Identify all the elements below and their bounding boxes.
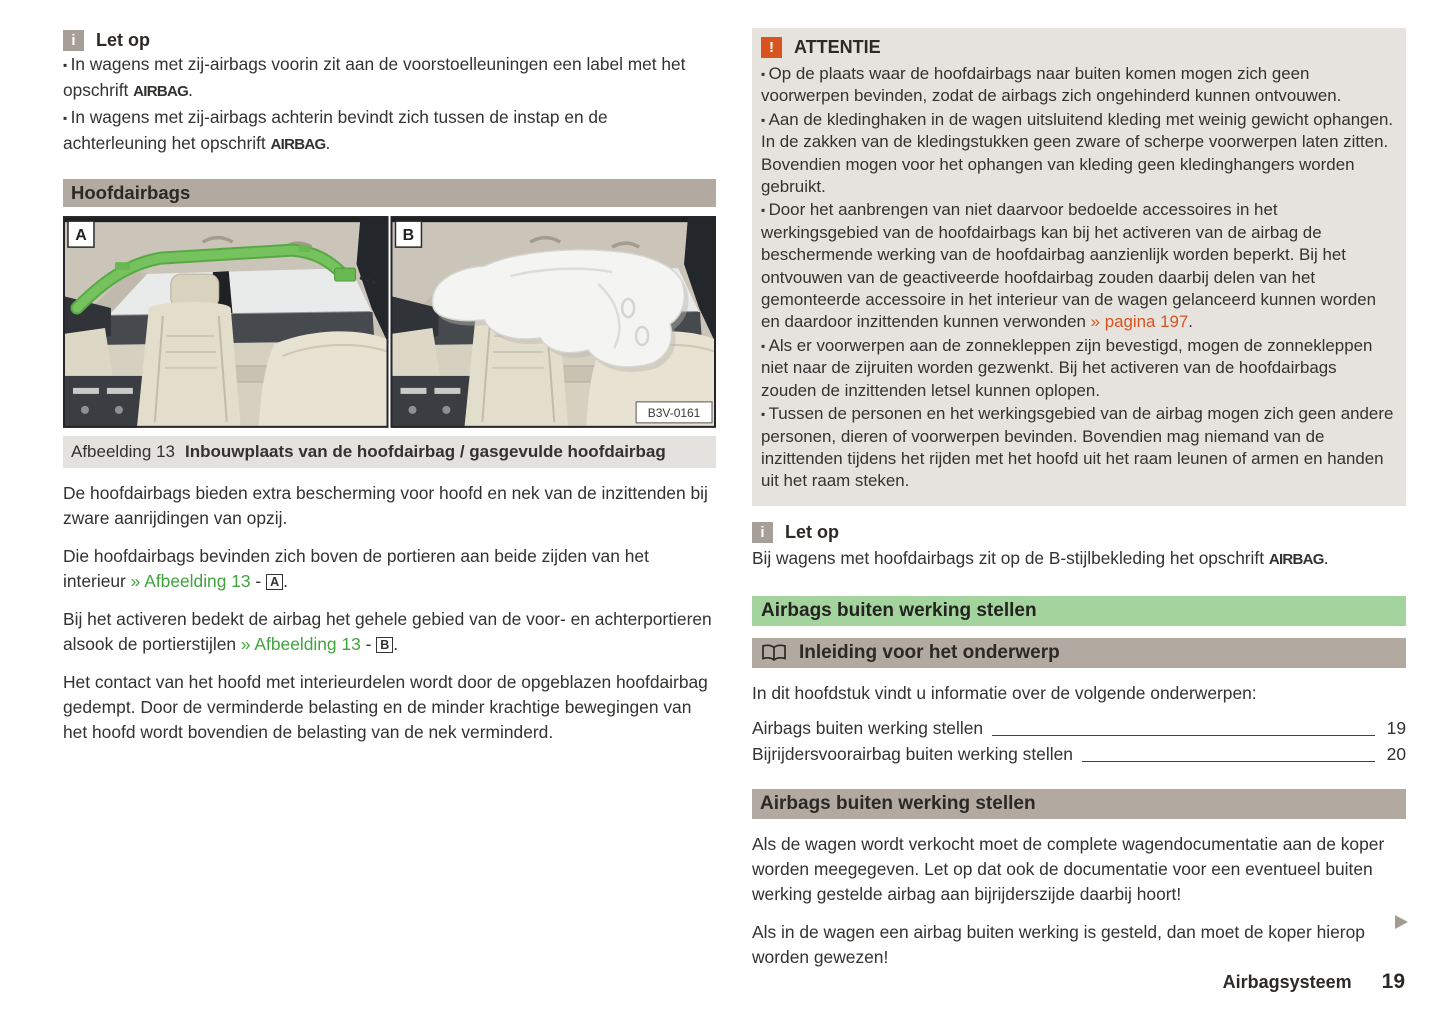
figure-13-image	[63, 216, 716, 428]
paragraph	[63, 544, 716, 594]
figure-caption	[63, 436, 716, 468]
attention-text: .	[1188, 312, 1193, 332]
attention-box	[752, 28, 1406, 506]
panel-b-label: B	[402, 227, 415, 245]
paragraph	[63, 607, 716, 657]
page-footer	[1223, 970, 1405, 994]
airbag-label: AIRBAG	[270, 135, 326, 153]
chapter-toc	[752, 715, 1406, 767]
note-bullet	[63, 52, 716, 104]
warning-icon: !	[761, 37, 782, 58]
paragraph: De hoofdairbags bieden extra bescherming voor hoofd en nek van de inzittenden bij zware aanrijdingen van opzij.	[63, 483, 708, 528]
note-section-left	[63, 30, 716, 157]
right-column	[752, 28, 1406, 970]
toc-entry[interactable]	[752, 715, 1406, 741]
attention-bullet: ▪ Als er voorwerpen aan de zonnekleppen zijn bevestigd, mogen de zonnekleppen niet naar de zijruiten worden gezwenkt. Bij het activeren van de hoofdairbags zouden de inzittenden letsel kunnen oplopen.	[761, 335, 1395, 402]
paragraph: Als in de wagen een airbag buiten werking is gesteld, dan moet de koper hierop worden gewezen!	[752, 921, 1365, 967]
note-text: .	[325, 132, 331, 153]
note-text: In wagens met zij-airbags voorin zit aan de voorstoelleuningen een label met het opschrift	[63, 54, 686, 100]
panel-a-label: A	[75, 227, 87, 245]
paragraph-text: Die hoofdairbags bevinden zich boven de portieren aan beide zijden van het interieur	[63, 546, 649, 591]
toc-entry[interactable]	[752, 741, 1406, 767]
paragraph: Als de wagen wordt verkocht moet de complete wagendocumentatie aan de koper worden meegegeven. Let op dat ook de documentatie voor een eventueel buiten werking gestelde airbag aan bijrijderszijde daarbij hoort!	[752, 833, 1385, 904]
figure-13	[63, 216, 716, 468]
note-text-line	[752, 546, 1406, 572]
figure-number: Afbeelding 13	[71, 442, 175, 461]
attention-bullet: ▪ Tussen de personen en het werkingsgebied van de airbag mogen zich geen andere personen, dieren of voorwerpen bevinden. Bovendien mag niemand van de inzittenden tijdens het rijden met het hoofd uit het raam leunen of armen en handen uit het raam steken.	[761, 403, 1395, 493]
note-text: In wagens met zij-airbags achterin bevindt zich tussen de instap en de achterleuning het opschrift	[63, 107, 608, 153]
panel-b-reference-box: B	[376, 637, 393, 653]
note-title: Let op	[785, 521, 839, 542]
open-book-icon	[761, 644, 787, 662]
note-bullet	[63, 105, 716, 157]
airbag-label: AIRBAG	[1268, 550, 1324, 568]
paragraph: Het contact van het hoofd met interieurdelen wordt door de opgeblazen hoofdairbag gedempt. Door de verminderde belasting en de minder krachtige bewegingen van het hoofd wordt bovendien de belasting van de nek verminderd.	[63, 672, 708, 742]
page-number: 19	[1381, 970, 1405, 993]
paragraph-text: .	[283, 571, 288, 591]
paragraph-text: -	[250, 571, 267, 591]
left-column	[63, 30, 716, 745]
note-title: Let op	[96, 30, 150, 50]
panel-a-reference-box: A	[266, 574, 283, 590]
figure-panel-a	[63, 216, 389, 428]
attention-bullet: ▪ Op de plaats waar de hoofdairbags naar buiten komen mogen zich geen voorwerpen bevinden, zodat de airbags zich ongehinderd kunnen ontvouwen.	[761, 63, 1395, 108]
toc-leader-line	[992, 735, 1375, 736]
toc-leader-line	[1082, 761, 1375, 762]
toc-label: Bijrijdersvoorairbag buiten werking stellen	[752, 743, 1073, 764]
paragraph-text: -	[360, 634, 377, 654]
chapter-header: Airbags buiten werking stellen	[752, 596, 1406, 626]
attention-bullet	[761, 199, 1395, 333]
paragraph-text: .	[393, 634, 399, 654]
note-text: Bij wagens met hoofdairbags zit op de B-stijlbekleding het opschrift	[752, 547, 1269, 568]
toc-label: Airbags buiten werking stellen	[752, 717, 984, 738]
subsection-header: Airbags buiten werking stellen	[752, 789, 1406, 819]
attention-bullet: ▪ Aan de kledinghaken in de wagen uitsluitend kleding met weinig gewicht ophangen. In de zakken van de kledingstukken geen zware of scherpe voorwerpen laten zitten. Bovendien mogen voor het ophangen van kleding geen kledinghangers worden gebruikt.	[761, 109, 1395, 199]
paragraph-text: Bij het activeren bedekt de airbag het gehele gebied van de voor- en achterportieren alsook de portierstijlen	[63, 609, 712, 654]
intro-header-label: Inleiding voor het onderwerp	[799, 641, 1060, 663]
footer-section-title: Airbagsysteem	[1222, 972, 1352, 992]
toc-page-number: 20	[1386, 743, 1406, 764]
toc-page-number: 19	[1386, 717, 1406, 738]
section-header-hoofdairbags: Hoofdairbags	[63, 179, 716, 207]
figure-caption-text: Inbouwplaats van de hoofdairbag / gasgevulde hoofdairbag	[184, 442, 666, 461]
attention-text: Door het aanbrengen van niet daarvoor bedoelde accessoires in het werkingsgebied van de hoofdairbags kan bij het activeren van de airbag de beschermende werking van de hoofdairbag aanzienlijk worden beperkt. Bij het ontvouwen van de geactiveerde hoofdairbag zouden daarbij delen van het gemonteerde accessoire in het interieur van de wagen gelanceerd kunnen worden en daardoor inzittenden kunnen verwonden	[761, 200, 1377, 332]
figure-13-link[interactable]: » Afbeelding 13	[130, 571, 251, 591]
note-text: .	[1323, 547, 1329, 568]
note-section-right	[752, 522, 1406, 572]
figure-13-link[interactable]: » Afbeelding 13	[240, 634, 361, 654]
attention-title: ATTENTIE	[794, 37, 881, 57]
info-icon: i	[63, 30, 84, 51]
figure-panel-b	[390, 216, 716, 428]
next-page-arrow-icon	[1395, 915, 1408, 929]
intro-text: In dit hoofdstuk vindt u informatie over de volgende onderwerpen:	[752, 682, 1257, 703]
page-197-link[interactable]: » pagina 197	[1090, 312, 1189, 332]
figure-code-label: B3V-0161	[647, 405, 701, 420]
note-text: .	[188, 79, 193, 100]
airbag-label: AIRBAG	[133, 82, 189, 100]
intro-header	[752, 638, 1406, 668]
info-icon: i	[752, 522, 773, 543]
